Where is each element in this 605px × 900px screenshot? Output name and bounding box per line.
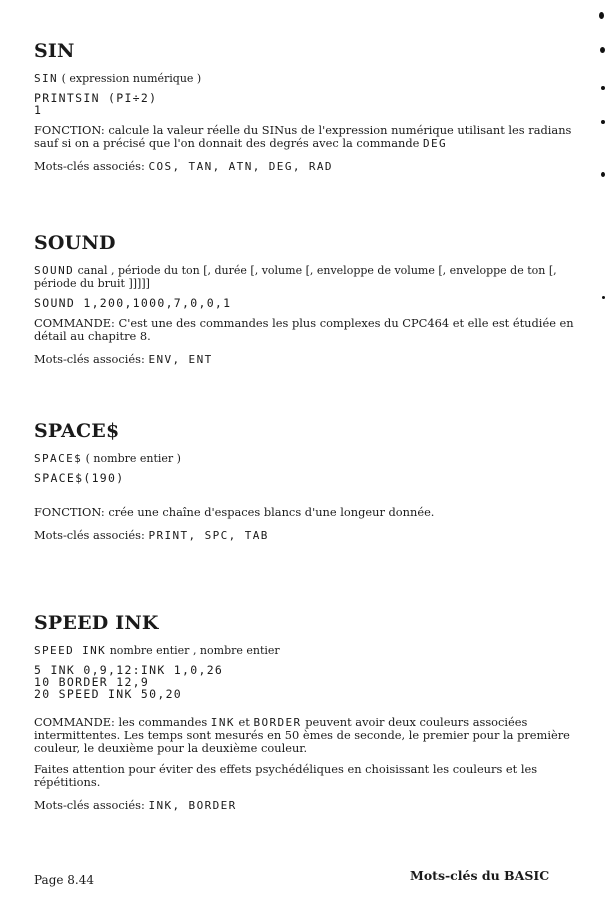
entry-title: SPEED INK — [34, 612, 159, 634]
description-text: peuvent avoir deux couleurs associées intermittentes. Les temps sont mesurés en 50 èmes de seconde, le premier pour la première couleur, le deuxième pour la deuxième couleur. — [34, 715, 570, 755]
page-number: Page 8.44 — [34, 873, 95, 887]
syntax-keyword: SIN — [34, 72, 59, 85]
entry-title: SPACE$ — [34, 420, 120, 442]
example-block — [34, 92, 574, 116]
syntax-line — [34, 264, 574, 290]
example-line: SPACE$(190) — [34, 471, 125, 485]
entry-sin — [34, 40, 574, 173]
related-list: COS, TAN, ATN, DEG, RAD — [148, 160, 333, 173]
syntax-args: canal , période du ton [, durée [, volume [, enveloppe de volume [, enveloppe de ton [, période du bruit ]]]]] — [34, 264, 557, 290]
related-keywords — [34, 799, 574, 812]
syntax-keyword: SPACE$ — [34, 452, 83, 465]
description-keyword: INK — [210, 716, 235, 729]
example-line: 20 SPEED INK 50,20 — [34, 687, 183, 701]
related-keywords — [34, 353, 574, 366]
example-block — [34, 297, 574, 309]
entry-title: SOUND — [34, 232, 116, 254]
binding-mark — [601, 86, 605, 90]
related-label: Mots-clés associés: — [34, 528, 149, 542]
entry-sound — [34, 232, 574, 366]
description-text: calcule la valeur réelle du SINus de l'expression numérique utilisant les radians sauf si on a précisé que l'on donnait des degrés avec la commande — [34, 123, 572, 150]
example-line: 5 INK 0,9,12:INK 1,0,26 — [34, 663, 224, 677]
description-text: les commandes — [114, 715, 211, 729]
example-block — [34, 472, 574, 484]
related-label: Mots-clés associés: — [34, 352, 149, 366]
binding-mark — [601, 172, 605, 177]
syntax-keyword: SOUND — [34, 264, 75, 277]
related-list: ENV, ENT — [148, 353, 213, 366]
entry-speed-ink — [34, 612, 574, 812]
syntax-keyword: SPEED INK — [34, 644, 107, 657]
example-line: 10 BORDER 12,9 — [34, 675, 150, 689]
description-text: C'est une des commandes les plus complexes du CPC464 et elle est étudiée en détail au chapitre 8. — [34, 316, 574, 343]
description-keyword: BORDER — [253, 716, 302, 729]
related-list: PRINT, SPC, TAB — [148, 529, 269, 542]
syntax-args: ( expression numérique ) — [58, 72, 202, 85]
related-keywords — [34, 529, 574, 542]
description-note: Faites attention pour éviter des effets psychédéliques en choisissant les couleurs et les répétitions. — [34, 762, 538, 789]
syntax-line — [34, 452, 574, 465]
description — [34, 716, 574, 755]
description-text: crée une chaîne d'espaces blancs d'une longeur donnée. — [104, 505, 435, 519]
syntax-line — [34, 72, 574, 85]
syntax-args: nombre entier , nombre entier — [106, 644, 280, 657]
example-line: PRINTSIN (PI÷2) — [34, 91, 158, 105]
example-line: SOUND 1,200,1000,7,0,0,1 — [34, 296, 232, 310]
description-keyword: DEG — [423, 137, 448, 150]
description-label: FONCTION: — [34, 123, 105, 137]
example-block — [34, 664, 574, 700]
description-label: COMMANDE: — [34, 715, 115, 729]
example-line: 1 — [34, 103, 43, 117]
description-text: et — [234, 715, 254, 729]
binding-mark — [601, 120, 605, 124]
related-label: Mots-clés associés: — [34, 798, 149, 812]
related-label: Mots-clés associés: — [34, 159, 149, 173]
description-label: FONCTION: — [34, 505, 105, 519]
description-label: COMMANDE: — [34, 316, 115, 330]
description — [34, 317, 574, 343]
description — [34, 124, 574, 150]
binding-mark — [599, 12, 604, 19]
entry-title: SIN — [34, 40, 75, 62]
syntax-line — [34, 644, 574, 657]
syntax-args: ( nombre entier ) — [82, 452, 181, 465]
entry-space — [34, 420, 574, 542]
section-title: Mots-clés du BASIC — [410, 868, 550, 883]
related-list: INK, BORDER — [148, 799, 237, 812]
related-keywords — [34, 160, 574, 173]
description — [34, 506, 574, 519]
binding-mark — [600, 47, 605, 53]
